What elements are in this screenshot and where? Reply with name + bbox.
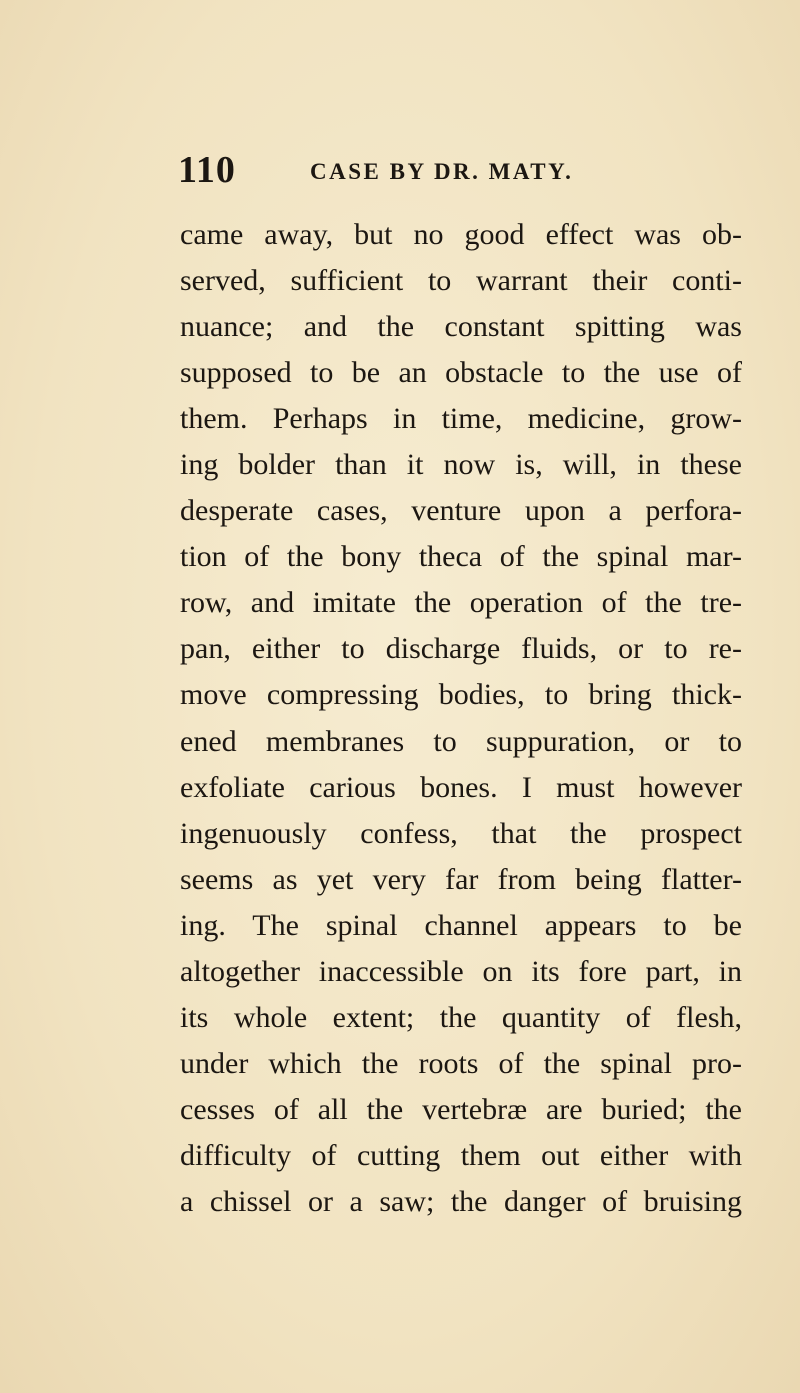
text-line: pan, either to discharge fluids, or to re-: [180, 632, 742, 666]
text-line: under which the roots of the spinal pro-: [180, 1046, 742, 1080]
running-head: CASE BY DR. MATY.: [310, 159, 574, 184]
text-line: them. Perhaps in time, medicine, grow-: [180, 402, 742, 436]
text-line: difficulty of cutting them out either with: [180, 1138, 742, 1172]
text-line: cesses of all the vertebræ are buried; the: [180, 1092, 742, 1126]
page-number: 110: [178, 149, 236, 191]
text-line: nuance; and the constant spitting was: [180, 310, 742, 344]
text-line: ing bolder than it now is, will, in these: [180, 448, 742, 482]
text-line: seems as yet very far from being flatter-: [180, 862, 742, 896]
text-line: came away, but no good effect was ob-: [180, 218, 742, 251]
text-line: supposed to be an obstacle to the use of: [180, 356, 742, 390]
text-line: served, sufficient to warrant their conti-: [180, 264, 742, 298]
text-line: ingenuously confess, that the prospect: [180, 816, 742, 850]
text-line: row, and imitate the operation of the tre-: [180, 586, 742, 620]
text-line: desperate cases, venture upon a perfora-: [180, 494, 742, 528]
text-line: ing. The spinal channel appears to be: [180, 908, 742, 942]
text-line: a chissel or a saw; the danger of bruising: [180, 1184, 742, 1218]
text-line: its whole extent; the quantity of flesh,: [180, 1000, 742, 1034]
text-line: move compressing bodies, to bring thick-: [180, 678, 742, 712]
text-line: exfoliate carious bones. I must however: [180, 770, 742, 804]
text-line: ened membranes to suppuration, or to: [180, 724, 742, 758]
body-text: [180, 212, 742, 1225]
text-line: tion of the bony theca of the spinal mar-: [180, 540, 742, 574]
page-header: [178, 148, 778, 190]
text-line: altogether inaccessible on its fore part, in: [180, 954, 742, 988]
